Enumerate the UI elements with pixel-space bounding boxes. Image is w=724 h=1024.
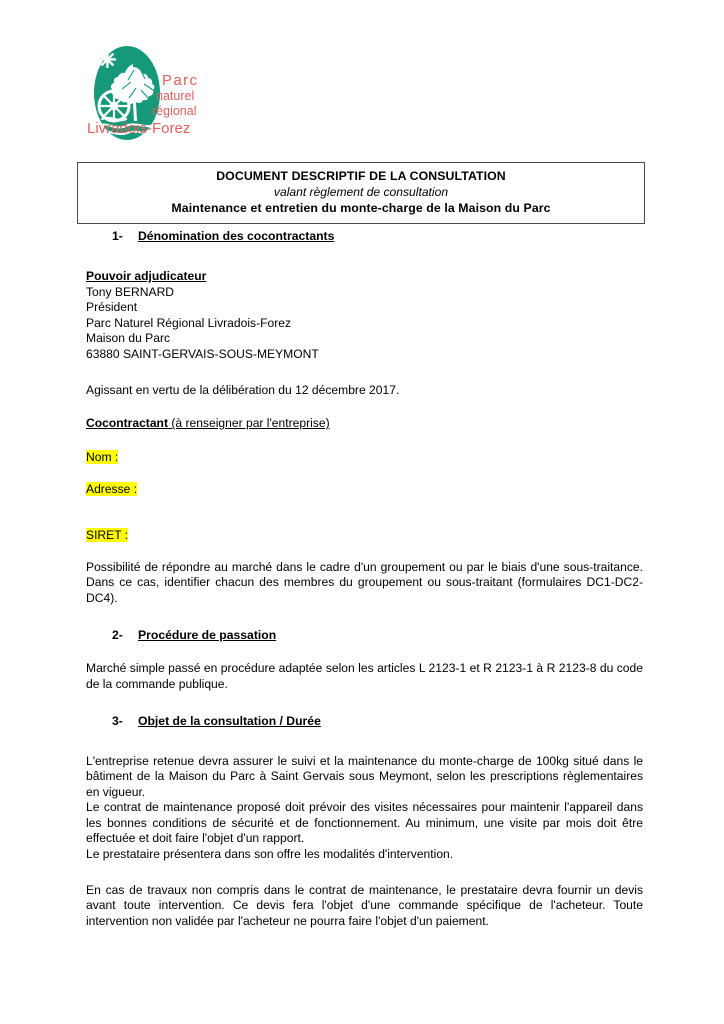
section-number-2: 2- <box>112 628 123 643</box>
section-heading-1 <box>86 228 643 245</box>
contractor-heading <box>86 416 643 432</box>
section-number-3: 3- <box>112 713 123 728</box>
field-adresse-label: Adresse : <box>86 482 138 497</box>
field-siret[interactable] <box>86 528 643 544</box>
document-body <box>86 228 643 929</box>
document-title-box <box>77 162 645 224</box>
buyer-city: 63880 SAINT-GERVAIS-SOUS-MEYMONT <box>86 346 319 361</box>
star-icon <box>99 51 116 68</box>
section-title-1: Dénomination des cocontractants <box>138 229 335 243</box>
deliberation-note: Agissant en vertu de la délibération du 12 décembre 2017. <box>86 382 400 397</box>
section-title-2: Procédure de passation <box>138 628 277 643</box>
object-paragraph-1: L'entreprise retenue devra assurer le suivi et la maintenance du monte-charge de 100kg situé dans le bâtiment de la Maison du Parc à Saint Gervais sous Meymont, selon les prescriptions règlementaires en vigueur. <box>86 753 643 799</box>
section-title-3: Objet de la consultation / Durée <box>138 713 321 728</box>
logo-text-livradois-forez: Livradois-Forez <box>87 120 191 137</box>
section-heading-3 <box>86 713 643 730</box>
grouping-note: Possibilité de répondre au marché dans le cadre d'un groupement ou par le biais d'une sous-traitance. Dans ce cas, identifier chacun des membres du groupement ou sous-traitant (formulaires DC1-DC2-DC4). <box>86 559 643 605</box>
logo-artwork <box>84 38 264 158</box>
buyer-name: Tony BERNARD <box>86 284 175 299</box>
logo-text-naturel: naturel <box>156 89 195 103</box>
field-nom-label: Nom : <box>86 449 119 464</box>
contractor-heading-note: (à renseigner par l'entreprise) <box>167 416 330 431</box>
section-number-1: 1- <box>112 229 123 243</box>
object-paragraph-3: Le prestataire présentera dans son offre les modalités d'intervention. <box>86 847 454 862</box>
field-nom[interactable] <box>86 450 643 466</box>
object-paragraph-2: Le contrat de maintenance proposé doit prévoir des visites nécessaires pour maintenir l'appareil dans les bonnes conditions de sécurité et de fonctionnement. Au minimum, une visite par mois doit être effectuée et doit faire l'objet d'un rapport. <box>86 800 643 846</box>
water-wheel-icon <box>99 91 129 121</box>
document-title-main: DOCUMENT DESCRIPTIF DE LA CONSULTATION <box>216 169 506 183</box>
section-heading-2 <box>86 627 643 644</box>
buyer-role: Président <box>86 300 138 315</box>
buyer-organisation: Parc Naturel Régional Livradois-Forez <box>86 315 292 330</box>
object-paragraph-4: En cas de travaux non compris dans le contrat de maintenance, le prestataire devra fournir un devis avant toute intervention. Ce devis fera l'objet d'une commande spécifique de l'acheteur. Toute intervention non validée par l'acheteur ne pourra faire l'objet d'un paiement. <box>86 882 643 928</box>
logo-text-parc: Parc <box>162 72 199 89</box>
field-siret-label: SIRET : <box>86 527 129 542</box>
contractor-heading-bold: Cocontractant <box>86 416 168 431</box>
parc-naturel-regional-logo <box>84 38 264 158</box>
field-adresse[interactable] <box>86 482 643 498</box>
buyer-building: Maison du Parc <box>86 331 171 346</box>
logo-text-regional: régional <box>152 104 197 118</box>
buyer-heading: Pouvoir adjudicateur <box>86 269 207 283</box>
procedure-paragraph: Marché simple passé en procédure adaptée selon les articles L 2123-1 et R 2123-1 à R 2123-8 du code de la commande publique. <box>86 661 643 691</box>
document-title-object: Maintenance et entretien du monte-charge de la Maison du Parc <box>171 201 551 215</box>
document-title-subtitle: valant règlement de consultation <box>273 185 449 199</box>
